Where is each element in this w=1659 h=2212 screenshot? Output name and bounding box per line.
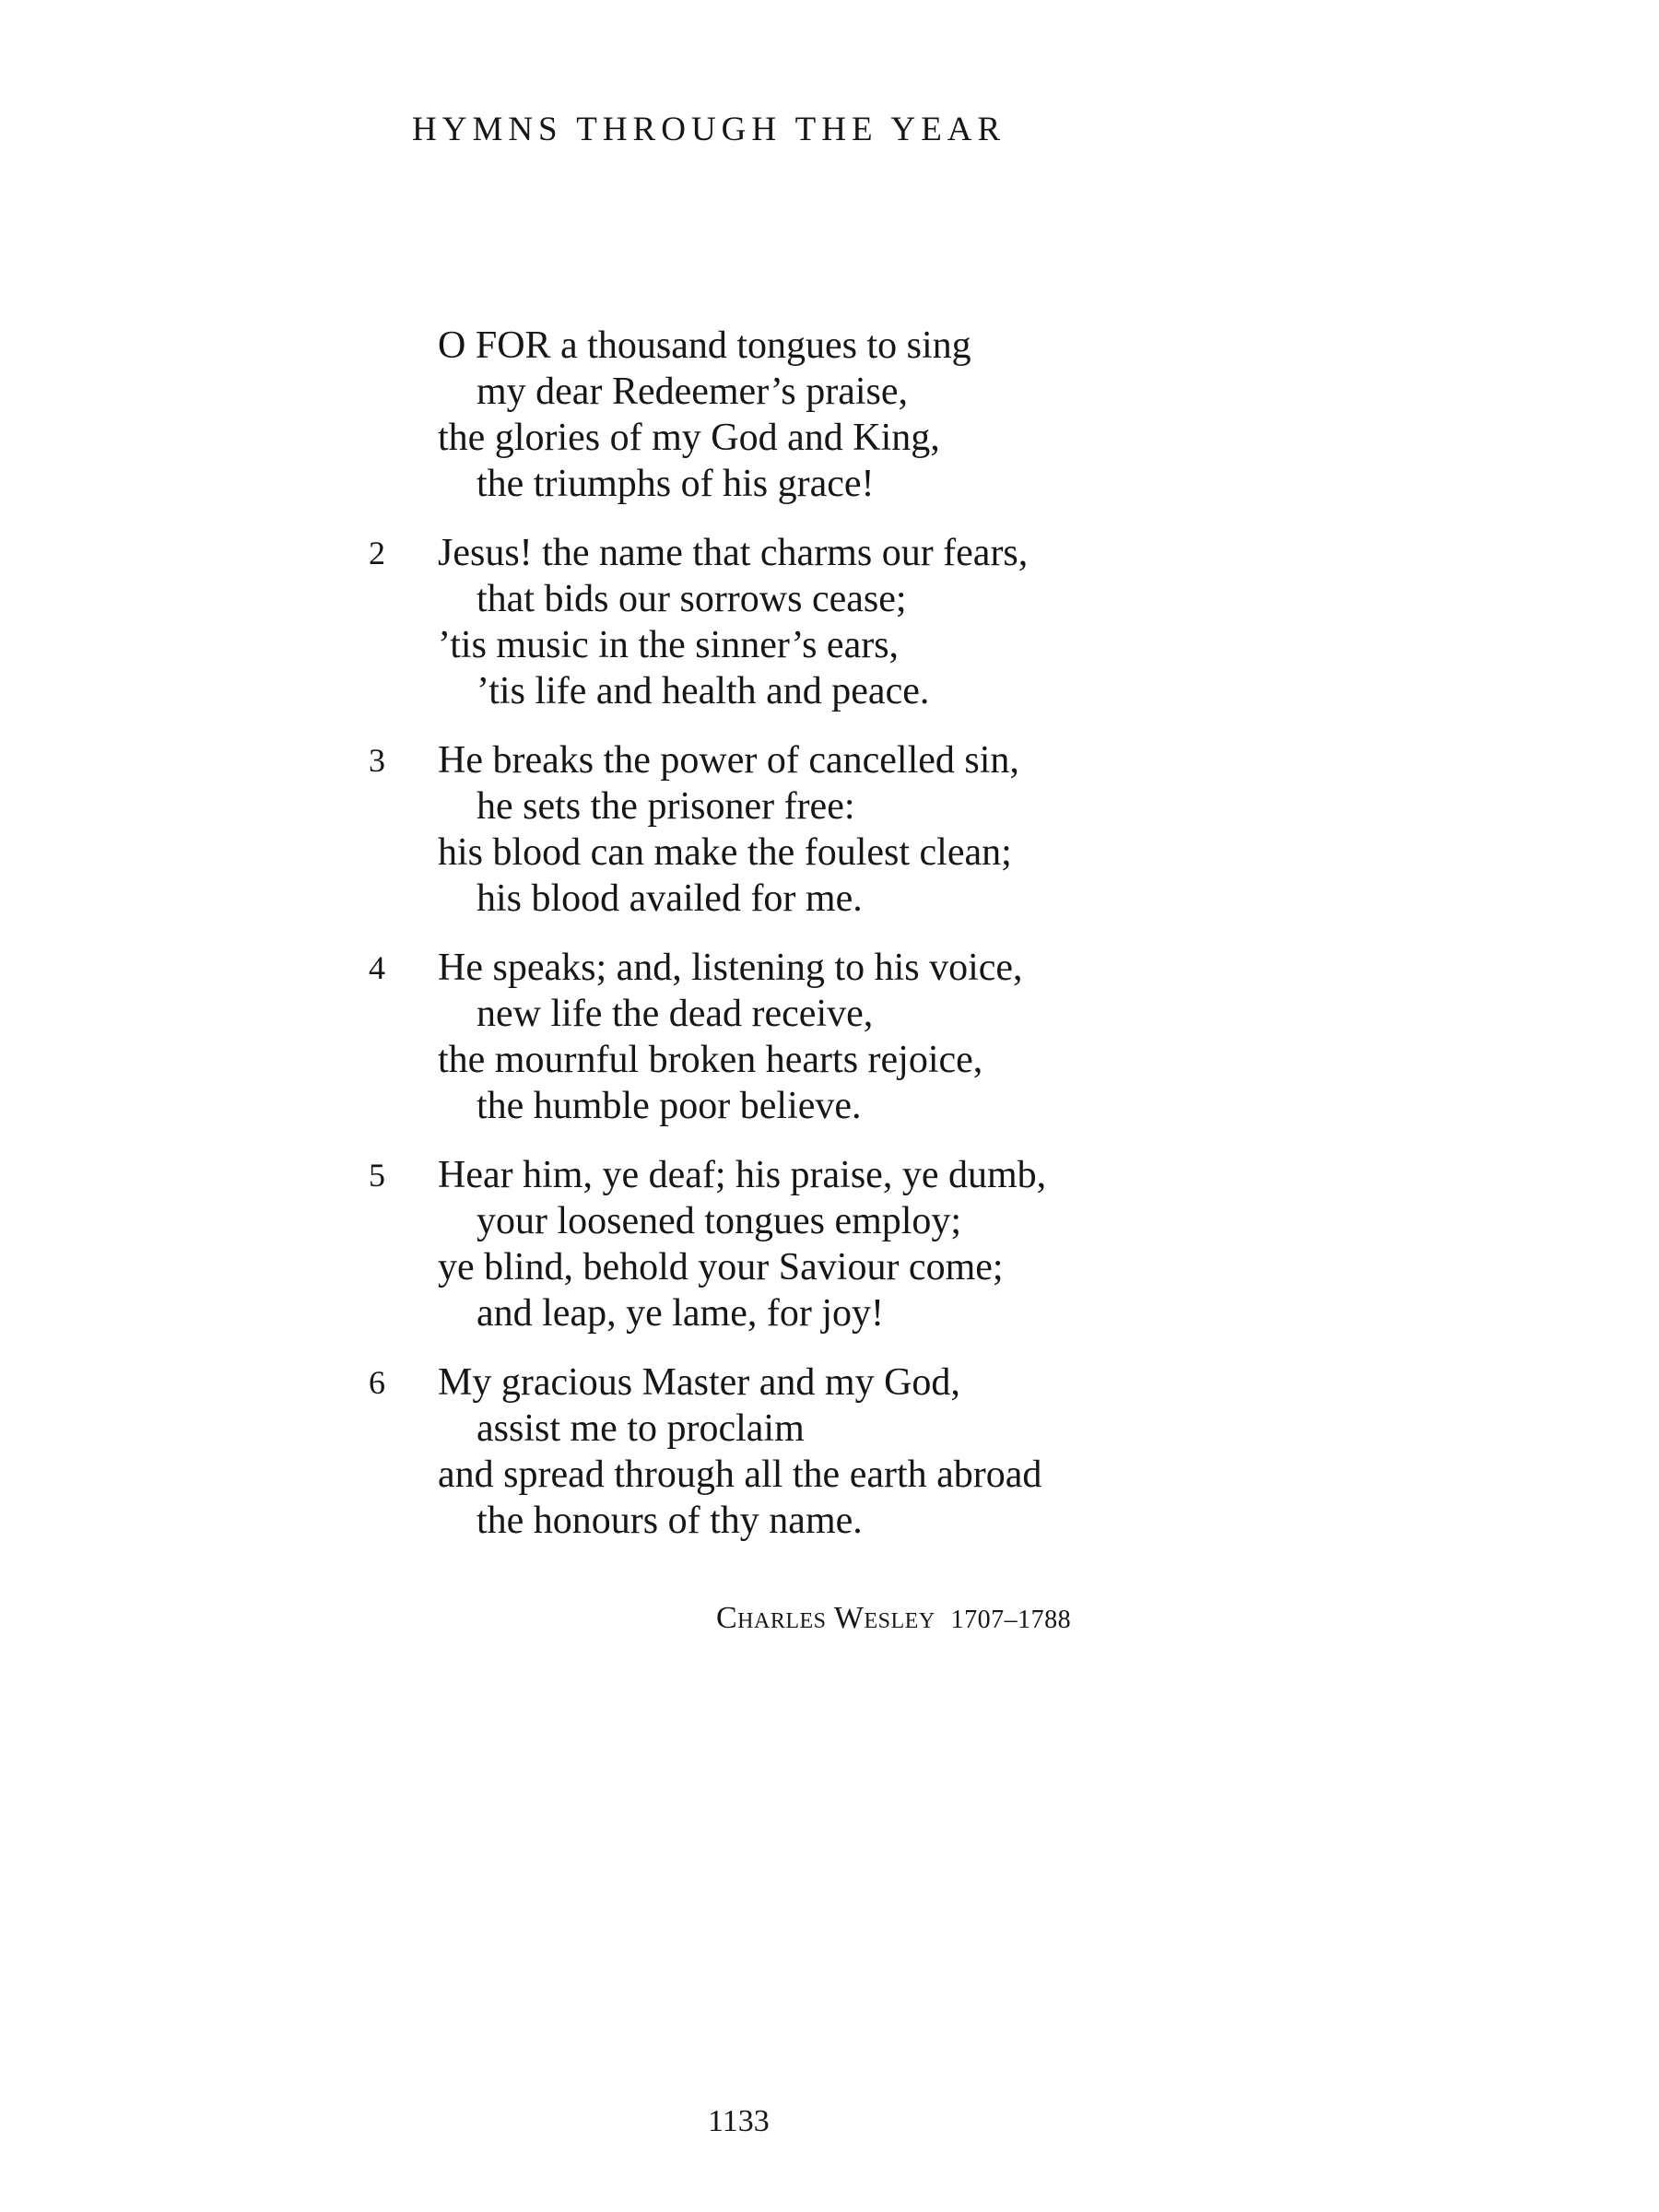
verse-2 (369, 530, 1198, 714)
hymn-text (369, 323, 1198, 1567)
verse-4 (369, 945, 1198, 1129)
author-attribution (716, 1603, 1071, 1634)
author-dates: 1707–1788 (950, 1606, 1072, 1634)
verse-line: and spread through all the earth abroad (438, 1453, 1042, 1496)
verse-line: your loosened tongues employ; (477, 1200, 962, 1242)
verse-line: O FOR a thousand tongues to sing (438, 324, 971, 367)
verse-5 (369, 1152, 1198, 1336)
verse-line: Jesus! the name that charms our fears, (438, 532, 1029, 574)
verse-3 (369, 737, 1198, 922)
verse-line: my dear Redeemer’s praise, (477, 371, 909, 413)
verse-line: the honours of thy name. (477, 1500, 863, 1542)
verse-number: 2 (369, 535, 385, 571)
verse-number: 4 (369, 949, 385, 986)
verse-line: Hear him, ye deaf; his praise, ye dumb, (438, 1154, 1047, 1196)
verse-line: and leap, ye lame, for joy! (477, 1292, 884, 1335)
verse-line: He speaks; and, listening to his voice, (438, 947, 1023, 989)
verse-line: the mournful broken hearts rejoice, (438, 1039, 983, 1081)
verse-line: ye blind, behold your Saviour come; (438, 1246, 1004, 1288)
verse-line: new life the dead receive, (477, 993, 874, 1035)
verse-line: ’tis music in the sinner’s ears, (438, 624, 900, 666)
verse-line: assist me to proclaim (477, 1407, 805, 1450)
verse-line: his blood can make the foulest clean; (438, 831, 1012, 874)
verse-1 (369, 323, 1198, 507)
author-name: Charles Wesley (716, 1601, 935, 1635)
verse-6 (369, 1359, 1198, 1544)
verse-line: he sets the prisoner free: (477, 785, 855, 828)
verse-number: 5 (369, 1157, 385, 1194)
verse-line: that bids our sorrows cease; (477, 578, 907, 620)
verse-line: the glories of my God and King, (438, 417, 940, 459)
verse-line: He breaks the power of cancelled sin, (438, 739, 1019, 782)
verse-line: the humble poor believe. (477, 1085, 862, 1127)
running-head: HYMNS THROUGH THE YEAR (412, 111, 1006, 148)
verse-line: his blood availed for me. (477, 877, 863, 920)
verse-line: the triumphs of his grace! (477, 463, 875, 505)
verse-number: 6 (369, 1364, 385, 1401)
page-number: 1133 (708, 2104, 770, 2138)
verse-line: My gracious Master and my God, (438, 1361, 960, 1404)
verse-number: 3 (369, 742, 385, 779)
verse-line: ’tis life and health and peace. (477, 670, 930, 712)
